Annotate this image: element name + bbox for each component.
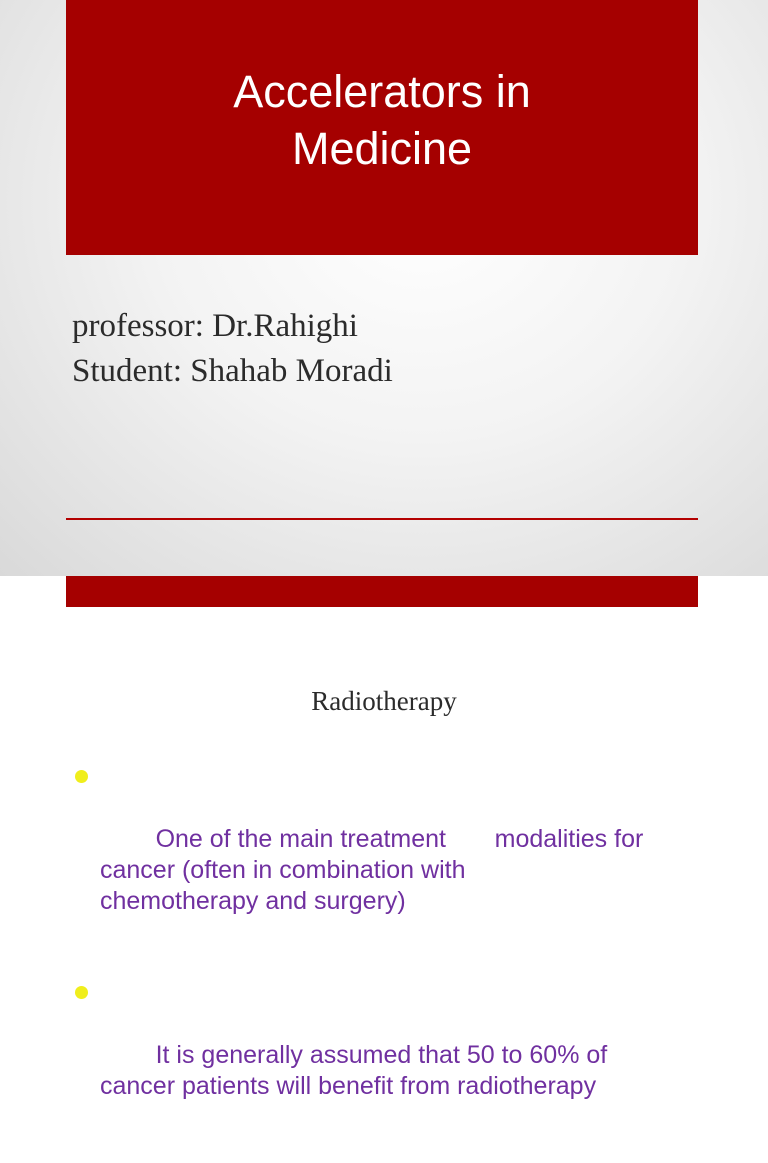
title-banner xyxy=(66,0,698,255)
bullet-list xyxy=(72,762,712,1163)
divider-line xyxy=(66,518,698,520)
bullet-text: It is generally assumed that 50 to 60% of cancer patients will benefit from radiotherapy xyxy=(100,1041,608,1100)
bullet-text: One of the main treatment modalities for cancer (often in combination with chemotherapy and surgery) xyxy=(100,825,644,915)
content-slide xyxy=(0,576,768,1100)
slide-heading: Radiotherapy xyxy=(311,686,457,716)
title-line-1: Accelerators in xyxy=(233,65,531,117)
bullet-item xyxy=(72,762,712,948)
title-line-2: Medicine xyxy=(291,122,473,174)
title-slide xyxy=(0,0,768,576)
bullet-item xyxy=(72,978,712,1133)
slide-title xyxy=(66,63,698,177)
bullet-dot-icon xyxy=(75,986,88,999)
bullet-dot-icon xyxy=(75,770,88,783)
presenter-info xyxy=(72,304,692,394)
student-name: Student: Shahab Moradi xyxy=(72,353,393,389)
professor-name: professor: Dr.Rahighi xyxy=(72,308,358,344)
header-bar xyxy=(66,576,698,607)
